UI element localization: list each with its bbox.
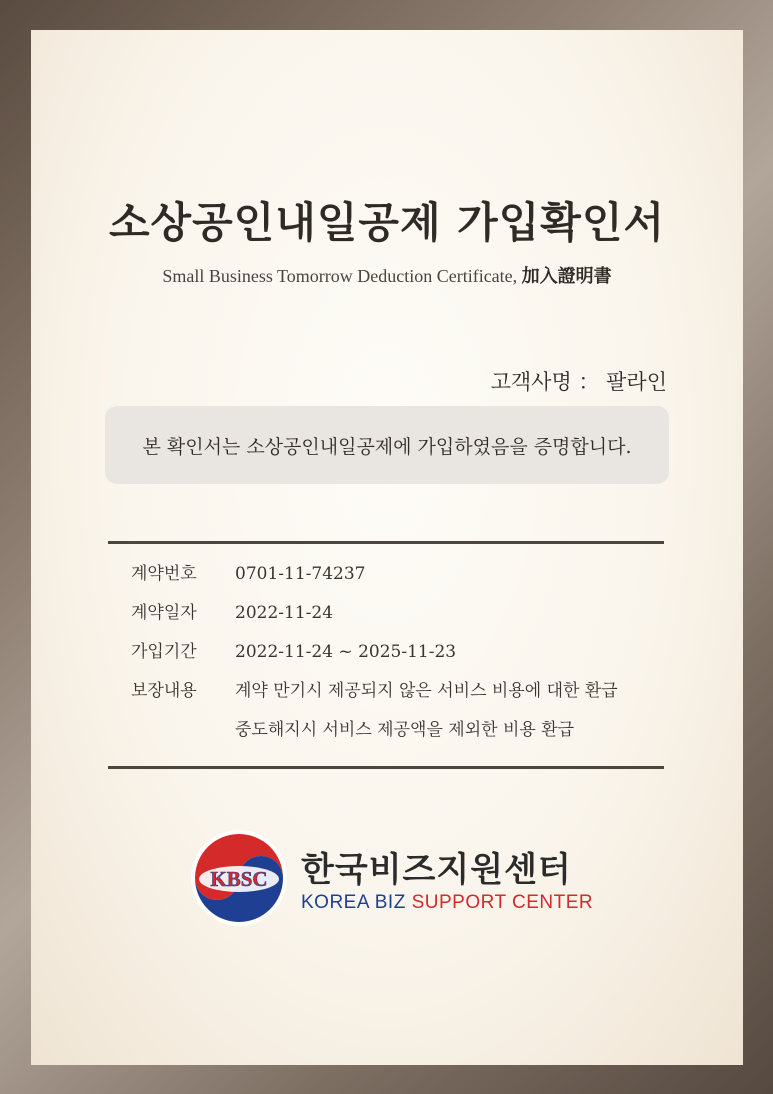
customer-name-line [491,366,667,396]
contract-date-value: 2022-11-24 [235,603,334,623]
contract-no-value: 0701-11-74237 [235,564,366,584]
detail-row [131,638,618,677]
coverage-label: 보장내용 [131,681,197,701]
certification-statement: 본 확인서는 소상공인내일공제에 가입하였음을 증명합니다. [105,406,669,484]
contract-date-label: 계약일자 [131,603,197,623]
divider-top [108,541,664,544]
certificate-subtitle [31,262,743,288]
organization-name-korean: 한국비즈지원센터 [301,850,572,890]
customer-separator: ： [578,370,600,394]
coverage-line-2: 중도해지시 서비스 제공액을 제외한 비용 환급 [235,720,575,740]
organization-name-english-part1: KOREA BIZ [301,892,406,913]
emblem-text: KBSC [210,867,268,891]
period-label: 가입기간 [131,642,197,662]
divider-bottom [108,766,664,769]
organization-name-english [301,892,593,914]
contract-no-label: 계약번호 [131,564,197,584]
period-value: 2022-11-24 ~ 2025-11-23 [235,642,457,662]
organization-name-english-part2: SUPPORT CENTER [411,892,594,913]
certificate-paper [31,30,743,1065]
contract-details [131,560,618,755]
customer-label: 고객사명 [490,370,572,394]
kbsc-emblem-icon [189,828,289,928]
detail-row [131,560,618,599]
subtitle-hanja: 加入證明書 [521,266,612,286]
detail-row [131,677,618,716]
subtitle-english: Small Business Tomorrow Deduction Certificate, [162,266,518,286]
detail-row [131,599,618,638]
coverage-line-1: 계약 만기시 제공되지 않은 서비스 비용에 대한 환급 [235,681,618,701]
customer-name: 팔라인 [606,370,667,394]
certificate-title: 소상공인내일공제 가입확인서 [108,198,666,247]
